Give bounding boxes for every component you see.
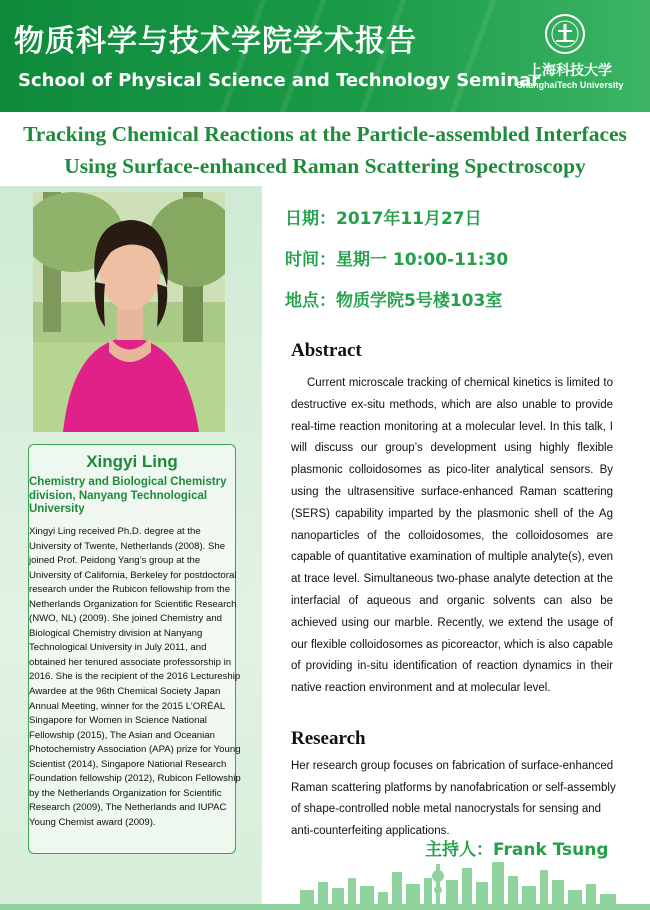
speaker-photo: [33, 192, 225, 432]
abstract-text: Current microscale tracking of chemical kinetics is limited to destructive ex-situ methods, which are also unable to provide real-time reaction monitoring at a molecular level. In this talk, I will discuss our group’s development using highly flexible plasmonic colloidosomes as pico-liter analytical sensors. By using the ultrasensitive surface-enhanced Raman scattering (SERS) capability imparted by the plasmonic shell of the Ag nanoparticles of the colloidosomes, the colloidosomes are capable of quantitative examination of multiple analyte(s), even at trace level. Simultaneous two-phase analyte detection at the interfacial of aqueous and organic solvents can also be achieved using our marble. Recently, we extend the usage of our flexible colloidosomes as picoreactor, which is also capable of providing in-situ identification of reaction dynamics in their native reaction environment and at molecular level.: [291, 377, 613, 695]
abstract-heading: Abstract: [291, 340, 362, 361]
talk-title-line1: Tracking Chemical Reactions at the Particle-assembled Interfaces: [23, 122, 627, 146]
header-banner: [0, 0, 650, 112]
talk-title: [0, 118, 650, 182]
talk-location: 地点：物质学院5号楼103室: [285, 291, 503, 311]
research-text: Her research group focuses on fabrication of surface-enhanced Raman scattering platforms by nanofabrication or self-assembly of shape-controlled noble metal nanocrystals for sensing and anti-counterfeiting applications.: [291, 760, 616, 837]
shanghaitech-emblem-icon: [545, 14, 585, 54]
host-label: 主持人：Frank Tsung: [425, 840, 609, 860]
talk-time: 时间：星期一 10:00-11:30: [285, 250, 509, 270]
school-title-cn: 物质科学与技术学院学术报告: [14, 24, 417, 59]
talk-title-line2: Using Surface-enhanced Raman Scattering Spectroscopy: [64, 154, 586, 178]
school-title-en: School of Physical Science and Technology Seminar: [18, 70, 541, 91]
research-heading: Research: [291, 728, 366, 749]
speaker-affiliation: Chemistry and Biological Chemistry division, Nanyang Technological University: [29, 476, 227, 515]
university-name-cn: 上海科技大学: [528, 63, 612, 79]
talk-date: 日期：2017年11月27日: [285, 209, 482, 229]
university-name-en: ShanghaiTech University: [516, 80, 624, 90]
speaker-name: Xingyi Ling: [86, 452, 178, 471]
speaker-biography: Xingyi Ling received Ph.D. degree at the University of Twente, Netherlands (2008). She joined Prof. Peidong Yang’s group at the University of California, Berkeley for postdoctoral research under the Rubicon fellowship from the Netherlands Organization for Scientific Research (NWO, NL) (2009). She joined Chemistry and Biological Chemistry division at Nanyang Technological University in July 2011, and obtained her tenured associate professorship in 2016. She is the recipient of the 2016 Lectureship Awardee at the 96th Chemical Society Japan Annual Meeting, winner for the 2015 L’ORÉAL Singapore for Women in Science National Fellowship (2015), The Asian and Oceanian Photochemistry Association (APA) prize for Young Scientist (2014), Singapore National Research Foundation fellowship (2012), Rubicon Fellowship by the Netherlands Organization for Scientific Research (2009), The Netherlands and IUPAC Young Chemist award (2009).: [29, 526, 241, 828]
